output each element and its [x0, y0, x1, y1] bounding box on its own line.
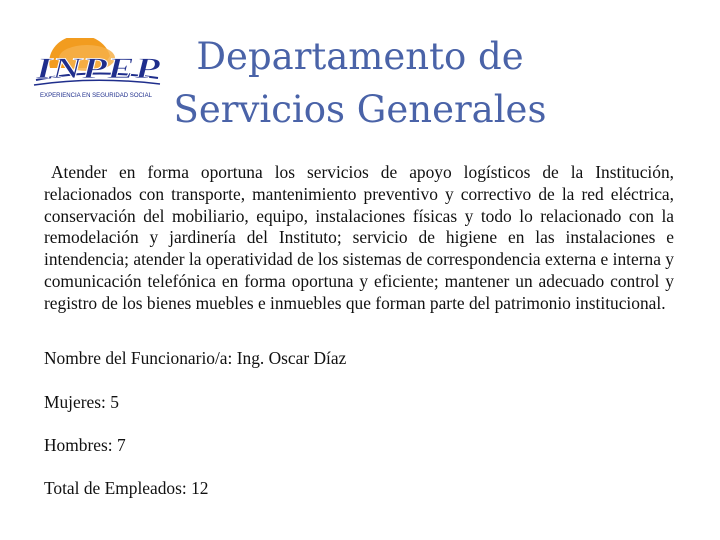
women-count-line — [44, 391, 119, 413]
official-name-label: Nombre del Funcionario/a: — [44, 348, 233, 368]
inpep-logo — [32, 38, 162, 100]
total-employees-line — [44, 477, 208, 499]
logo-tagline: EXPERIENCIA EN SEGURIDAD SOCIAL — [40, 92, 153, 99]
logo-wordmark: INPEP — [34, 52, 161, 85]
department-description: Atender en forma oportuna los servicios de apoyo logísticos de la Institución, relacionados con transporte, mantenimiento preventivo y correctivo de la red eléctrica, conservación del mobiliario, equipo, instalaciones físicas y todo lo relacionado con la remodelación y jardinería del Instituto; servicio de higiene en las instalaciones e intendencia; atender la operatividad de los sistemas de correspondencia externa e interna y comunicación telefónica en forma oportuna y eficiente; mantener un adecuado control y registro de los bienes muebles e inmuebles que forman parte del patrimonio institucional. — [44, 162, 674, 313]
official-name-value: Ing. Oscar Díaz — [236, 348, 347, 368]
inpep-logo-graphic — [32, 38, 162, 100]
women-count-label: Mujeres: — [44, 392, 106, 412]
page-title-line-2: Servicios Generales — [173, 88, 547, 131]
total-employees-label: Total de Empleados: — [44, 478, 187, 498]
official-name-line — [44, 347, 346, 369]
page-title — [155, 30, 565, 136]
men-count-value: 7 — [116, 435, 126, 455]
total-employees-value: 12 — [191, 478, 209, 498]
men-count-line — [44, 434, 126, 456]
women-count-value: 5 — [110, 392, 119, 412]
men-count-label: Hombres: — [44, 435, 113, 455]
page-title-line-1: Departamento de — [196, 35, 524, 78]
